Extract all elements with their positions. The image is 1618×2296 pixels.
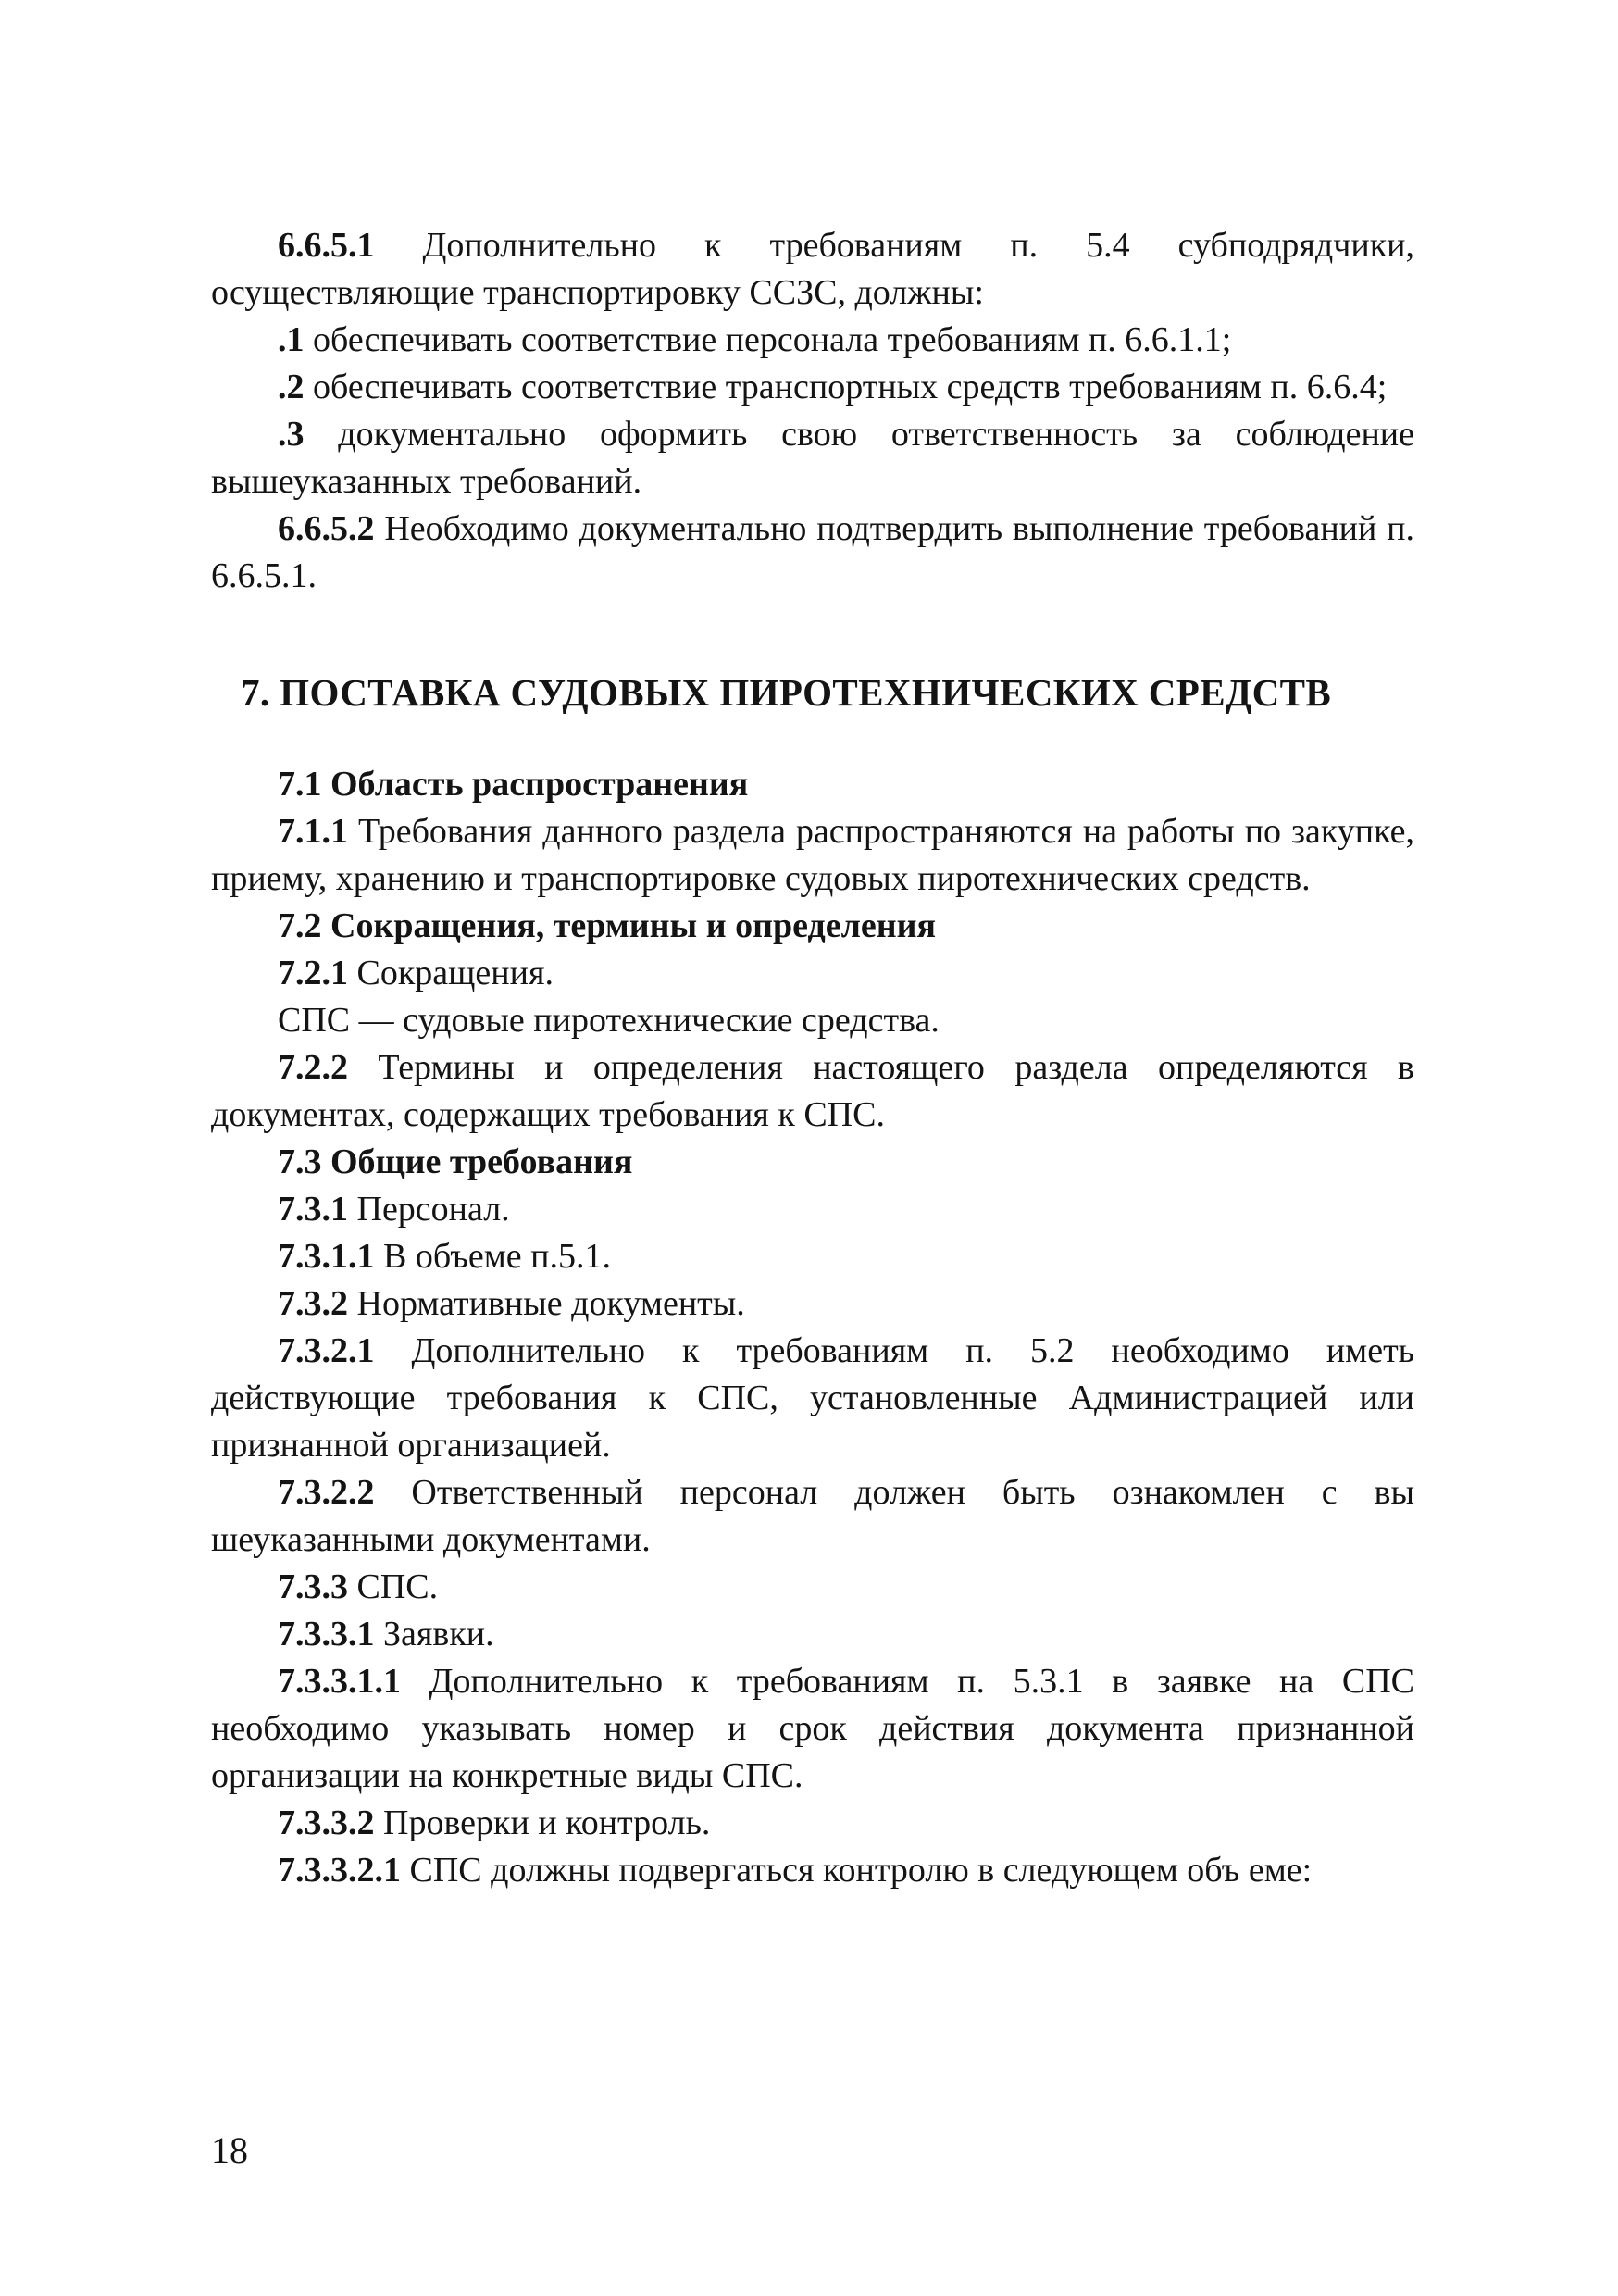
list-item-number: .3 xyxy=(278,415,305,454)
paragraph-7-1-1 xyxy=(211,808,1414,903)
subheading-7-3: 7.3 Общие требования xyxy=(278,1142,633,1181)
paragraph-text: Проверки и контроль. xyxy=(374,1803,711,1842)
list-item-1 xyxy=(211,317,1414,364)
paragraph-7-3-3-1-1 xyxy=(211,1658,1414,1800)
paragraph-text: Дополнительно к требованиям п. 5.3.1 в заявке на СПС необходимо указывать номер и срок действия документа признанной организации на конкретные виды СПС. xyxy=(211,1662,1414,1795)
paragraph-text: Ответственный персонал должен быть ознакомлен с вы шеуказанными документами. xyxy=(211,1473,1414,1559)
paragraph-number: 7.3.1 xyxy=(278,1190,348,1229)
paragraph-7-3-3-2 xyxy=(211,1800,1414,1847)
paragraph-number: 7.2.1 xyxy=(278,954,348,992)
list-item-text: документально оформить свою ответственность за соблюдение вышеуказанных требований. xyxy=(211,415,1414,501)
paragraph-number: 7.3.3.1.1 xyxy=(278,1662,401,1701)
list-item-number: .2 xyxy=(278,368,305,406)
paragraph-number: 7.3.1.1 xyxy=(278,1237,375,1276)
paragraph-text: Необходимо документально подтвердить выполнение требований п. 6.6.5.1. xyxy=(211,509,1414,595)
paragraph-number: 7.3.2 xyxy=(278,1284,348,1323)
subheading-7-2: 7.2 Сокращения, термины и определения xyxy=(278,906,937,945)
paragraph-7-3-2-1 xyxy=(211,1328,1414,1469)
paragraph-number: 7.3.3.2 xyxy=(278,1803,375,1842)
document-page xyxy=(211,222,1414,1894)
paragraph-number: 7.3.3.1 xyxy=(278,1615,375,1653)
paragraph-6-6-5-1 xyxy=(211,222,1414,317)
paragraph-number: 7.2.2 xyxy=(278,1048,348,1087)
paragraph-number: 6.6.5.2 xyxy=(278,509,375,548)
paragraph-text: Заявки. xyxy=(374,1615,494,1653)
paragraph-text: Дополнительно к требованиям п. 5.4 субподрядчики, осуществляющие транспортировку ССЗС, должны: xyxy=(211,226,1414,312)
paragraph-number: 7.3.2.2 xyxy=(278,1473,375,1512)
list-item-text: обеспечивать соответствие транспортных средств требованиям п. 6.6.4; xyxy=(304,368,1388,406)
paragraph-text: СПС. xyxy=(348,1567,439,1606)
list-item-text: обеспечивать соответствие персонала требованиям п. 6.6.1.1; xyxy=(304,320,1232,359)
paragraph-text: Требования данного раздела распространяются на работы по закупке, приему, хранению и транспортировке судовых пиротехнических средств. xyxy=(211,812,1414,898)
list-item-number: .1 xyxy=(278,320,305,359)
paragraph-text: Персонал. xyxy=(348,1190,510,1229)
paragraph-text: Нормативные документы. xyxy=(348,1284,745,1323)
paragraph-7-3-3 xyxy=(211,1564,1414,1611)
paragraph-abbreviation xyxy=(211,997,1414,1044)
subheading-7-1: 7.1 Область распространения xyxy=(278,765,749,804)
paragraph-7-3-1 xyxy=(211,1186,1414,1233)
paragraph-text: СПС должны подвергаться контролю в следующем объ еме: xyxy=(401,1851,1313,1890)
paragraph-7-2-1 xyxy=(211,950,1414,997)
paragraph-text: Дополнительно к требованиям п. 5.2 необходимо иметь действующие требования к СПС, установленные Администрацией или признанной организацией. xyxy=(211,1331,1414,1465)
paragraph-7-3-2-2 xyxy=(211,1469,1414,1564)
paragraph-number: 7.1.1 xyxy=(278,812,348,851)
paragraph-7-3-3-2-1 xyxy=(211,1847,1414,1894)
paragraph-7-3-2 xyxy=(211,1280,1414,1328)
paragraph-7-3-3-1 xyxy=(211,1611,1414,1658)
paragraph-number: 6.6.5.1 xyxy=(278,226,375,265)
paragraph-text: В объеме п.5.1. xyxy=(374,1237,611,1276)
list-item-2 xyxy=(211,364,1414,411)
paragraph-number: 7.3.2.1 xyxy=(278,1331,375,1370)
paragraph-7-3-1-1 xyxy=(211,1233,1414,1280)
paragraph-text: Сокращения. xyxy=(348,954,554,992)
paragraph-text: СПС — судовые пиротехнические средства. xyxy=(278,1001,940,1040)
paragraph-7-2-2 xyxy=(211,1044,1414,1139)
paragraph-number: 7.3.3 xyxy=(278,1567,348,1606)
paragraph-number: 7.3.3.2.1 xyxy=(278,1851,401,1890)
list-item-3 xyxy=(211,411,1414,505)
page-number: 18 xyxy=(211,2129,248,2171)
section-title: 7. ПОСТАВКА СУДОВЫХ ПИРОТЕХНИЧЕСКИХ СРЕДСТВ xyxy=(241,671,1332,714)
paragraph-6-6-5-2 xyxy=(211,505,1414,600)
paragraph-text: Термины и определения настоящего раздела определяются в документах, содержащих требования к СПС. xyxy=(211,1048,1414,1134)
